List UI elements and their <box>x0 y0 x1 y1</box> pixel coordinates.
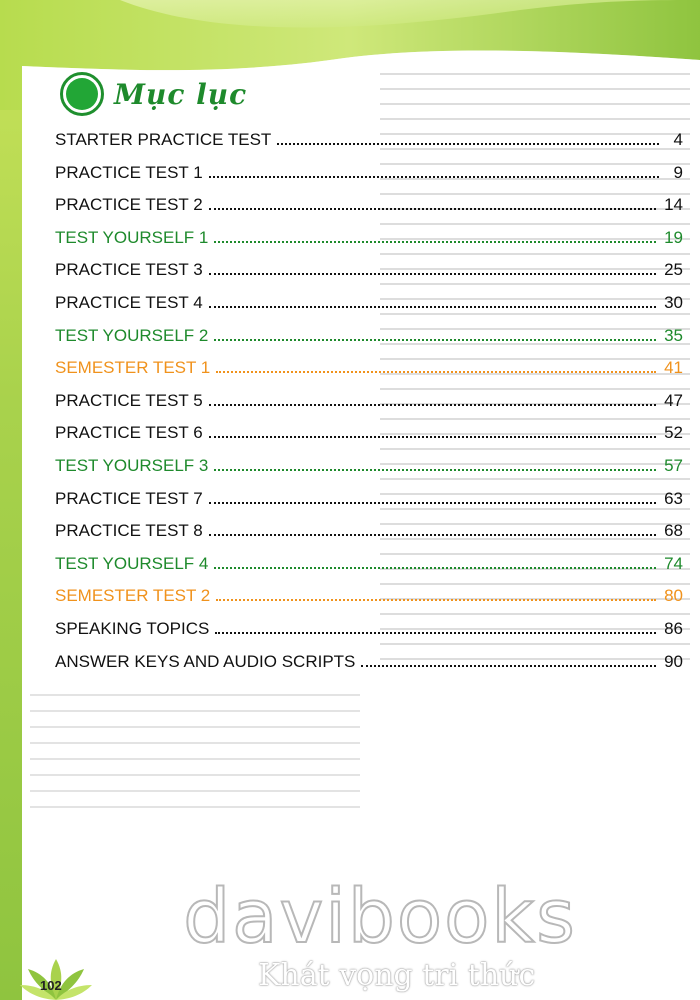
dot-leader <box>216 371 656 373</box>
toc-entry-title: TEST YOURSELF 3 <box>55 455 209 475</box>
toc-entry <box>55 326 683 359</box>
toc-entry-page: 35 <box>664 325 683 345</box>
toc-entry-page: 52 <box>664 423 683 443</box>
toc-entry-page: 80 <box>664 586 683 606</box>
toc-entry-page: 63 <box>664 488 683 508</box>
toc-entry <box>55 260 683 293</box>
toc-entry-title: STARTER PRACTICE TEST <box>55 130 272 149</box>
toc-entry <box>55 619 683 652</box>
toc-entry <box>55 358 683 391</box>
toc-entry-page: 68 <box>664 521 683 541</box>
page-title: Mục lục <box>114 77 248 111</box>
dot-leader <box>209 404 656 406</box>
left-green-strip <box>0 0 22 1000</box>
toc-entry-page: 90 <box>664 651 683 671</box>
toc-entry <box>55 554 683 587</box>
toc-entry-title: PRACTICE TEST 4 <box>55 292 203 312</box>
toc-entry-title: TEST YOURSELF 2 <box>55 325 209 345</box>
toc-entry <box>55 293 683 326</box>
dot-leader <box>216 599 656 601</box>
toc-entry-page: 30 <box>664 292 683 312</box>
page-number: 102 <box>40 978 62 993</box>
dot-leader <box>209 502 656 504</box>
toc-entry-page: 74 <box>664 553 683 573</box>
toc-entry-title: PRACTICE TEST 5 <box>55 390 203 410</box>
dot-leader <box>214 241 656 243</box>
toc-entry-title: PRACTICE TEST 8 <box>55 521 203 541</box>
dot-leader <box>209 208 656 210</box>
toc-entry <box>55 130 683 163</box>
toc-entry-page: 9 <box>673 162 683 182</box>
toc-entry-page: 19 <box>664 227 683 247</box>
dot-leader <box>215 632 656 634</box>
dot-leader <box>361 665 656 667</box>
dot-leader <box>214 567 656 569</box>
toc-entry <box>55 586 683 619</box>
toc-entry <box>55 423 683 456</box>
toc-entry <box>55 391 683 424</box>
toc-entry <box>55 521 683 554</box>
dot-leader <box>209 534 656 536</box>
watermark-tagline: Khát vọng tri thức <box>258 958 536 993</box>
toc-entry-page: 57 <box>664 455 683 475</box>
dot-leader <box>214 469 656 471</box>
toc-entry <box>55 195 683 228</box>
toc-entry-title: PRACTICE TEST 3 <box>55 260 203 280</box>
toc-entry-title: SPEAKING TOPICS <box>55 618 210 638</box>
toc-entry-page: 41 <box>664 358 683 378</box>
toc-entry-page: 47 <box>664 390 683 410</box>
watermark-brand: davibooks <box>183 874 577 960</box>
toc-entry-title: SEMESTER TEST 2 <box>55 586 211 606</box>
toc-entry <box>55 652 683 685</box>
toc-entry-title: PRACTICE TEST 6 <box>55 423 203 443</box>
toc-entry-title: TEST YOURSELF 1 <box>55 227 209 247</box>
toc-entry-page: 4 <box>673 130 683 149</box>
toc-entry <box>55 456 683 489</box>
toc-entry-title: ANSWER KEYS AND AUDIO SCRIPTS <box>55 651 356 671</box>
toc-entry-title: PRACTICE TEST 1 <box>55 162 203 182</box>
toc-entry-page: 86 <box>664 618 683 638</box>
table-of-contents <box>55 130 683 684</box>
toc-entry <box>55 489 683 522</box>
dot-leader <box>209 176 659 178</box>
toc-entry <box>55 163 683 196</box>
toc-entry-page: 25 <box>664 260 683 280</box>
dot-leader <box>214 339 656 341</box>
faint-background-text-lower <box>30 680 360 820</box>
dot-leader <box>209 273 656 275</box>
toc-heading <box>60 72 247 116</box>
toc-entry-title: PRACTICE TEST 7 <box>55 488 203 508</box>
toc-entry-title: TEST YOURSELF 4 <box>55 553 209 573</box>
green-circle-icon <box>60 72 104 116</box>
toc-entry-title: PRACTICE TEST 2 <box>55 195 203 215</box>
toc-entry <box>55 228 683 261</box>
dot-leader <box>209 306 656 308</box>
dot-leader <box>209 436 656 438</box>
dot-leader <box>277 143 659 145</box>
toc-entry-page: 14 <box>664 195 683 215</box>
toc-entry-title: SEMESTER TEST 1 <box>55 358 211 378</box>
